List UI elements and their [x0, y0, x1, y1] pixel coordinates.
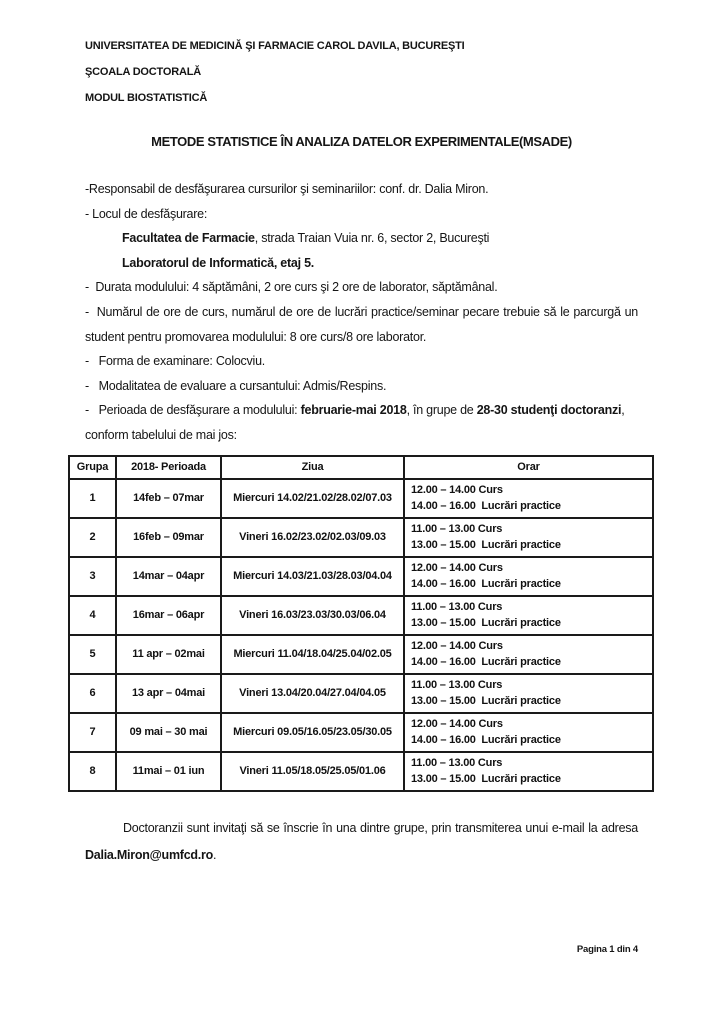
orar-line: 13.00 – 15.00 Lucrări practice — [411, 695, 561, 708]
closing-paragraph — [85, 815, 638, 869]
perioada-end-text: , — [621, 403, 625, 418]
table-row — [69, 557, 653, 596]
cell-orar — [404, 596, 653, 635]
paragraph-modalitatea: - Modalitatea de evaluare a cursantului: Admis/Respins. — [85, 378, 387, 393]
schedule-table — [68, 455, 654, 792]
cell-grupa: 2 — [69, 518, 116, 557]
orar-line: 13.00 – 15.00 Lucrări practice — [411, 539, 561, 552]
orar-line: 11.00 – 13.00 Curs — [411, 522, 503, 535]
cell-perioada: 16feb – 09mar — [116, 518, 221, 557]
cell-orar — [404, 518, 653, 557]
column-header-orar: Orar — [404, 456, 653, 479]
cell-ziua: Vineri 13.04/20.04/27.04/04.05 — [221, 674, 404, 713]
document-content — [76, 33, 642, 869]
document-title: METODE STATISTICE ÎN ANALIZA DATELOR EXPERIMENTALE(MSADE) — [151, 134, 572, 149]
cell-perioada: 14mar – 04apr — [116, 557, 221, 596]
facultate-bold-text: Facultatea de Farmacie — [122, 231, 255, 246]
orar-line: 12.00 – 14.00 Curs — [411, 483, 503, 496]
table-row — [69, 752, 653, 791]
closing-period: . — [213, 847, 217, 862]
paragraph-perioada — [85, 398, 638, 423]
cell-grupa: 8 — [69, 752, 116, 791]
perioada-prefix-text: - Perioada de desfăşurare a modulului: — [85, 403, 301, 418]
cell-orar — [404, 752, 653, 791]
cell-ziua: Vineri 16.03/23.03/30.03/06.04 — [221, 596, 404, 635]
table-row — [69, 674, 653, 713]
cell-grupa: 6 — [69, 674, 116, 713]
cell-perioada: 13 apr – 04mai — [116, 674, 221, 713]
page-number-footer: Pagina 1 din 4 — [576, 944, 638, 955]
table-row — [69, 635, 653, 674]
cell-grupa: 3 — [69, 557, 116, 596]
facultate-rest-text: , strada Traian Vuia nr. 6, sector 2, Bucureşti — [254, 231, 490, 246]
orar-line: 12.00 – 14.00 Curs — [411, 639, 503, 652]
orar-line: 14.00 – 16.00 Lucrări practice — [411, 500, 561, 513]
orar-line: 13.00 – 15.00 Lucrări practice — [411, 773, 561, 786]
schedule-table-body — [69, 479, 653, 791]
table-header-row — [69, 456, 653, 479]
orar-line: 12.00 – 14.00 Curs — [411, 561, 503, 574]
paragraph-locul: - Locul de desfăşurare: — [85, 206, 208, 221]
cell-perioada: 09 mai – 30 mai — [116, 713, 221, 752]
cell-ziua: Miercuri 09.05/16.05/23.05/30.05 — [221, 713, 404, 752]
orar-line: 11.00 – 13.00 Curs — [411, 678, 503, 691]
paragraph-facultate — [85, 226, 638, 251]
email-address: Dalia.Miron@umfcd.ro — [85, 847, 214, 862]
cell-perioada: 11 apr – 02mai — [116, 635, 221, 674]
cell-perioada: 16mar – 06apr — [116, 596, 221, 635]
column-header-perioada: 2018- Perioada — [116, 456, 221, 479]
perioada-groups-bold: 28-30 studenţi doctoranzi — [476, 403, 622, 418]
paragraph-forma: - Forma de examinare: Colocviu. — [85, 354, 266, 369]
table-row — [69, 518, 653, 557]
table-row — [69, 596, 653, 635]
cell-grupa: 7 — [69, 713, 116, 752]
paragraph-durata: - Durata modulului: 4 săptămâni, 2 ore curs şi 2 ore de laborator, săptămânal. — [85, 280, 498, 295]
cell-orar — [404, 674, 653, 713]
cell-grupa: 4 — [69, 596, 116, 635]
orar-line: 14.00 – 16.00 Lucrări practice — [411, 578, 561, 591]
module-name: MODUL BIOSTATISTICĂ — [85, 92, 208, 104]
table-row — [69, 713, 653, 752]
orar-line: 14.00 – 16.00 Lucrări practice — [411, 656, 561, 669]
orar-line: 14.00 – 16.00 Lucrări practice — [411, 734, 561, 747]
university-name: UNIVERSITATEA DE MEDICINĂ ŞI FARMACIE CAROL DAVILA, BUCUREŞTI — [85, 40, 465, 52]
body-text — [85, 177, 642, 448]
orar-line: 11.00 – 13.00 Curs — [411, 600, 503, 613]
cell-ziua: Vineri 16.02/23.02/02.03/09.03 — [221, 518, 404, 557]
cell-grupa: 1 — [69, 479, 116, 518]
cell-perioada: 14feb – 07mar — [116, 479, 221, 518]
orar-line: 13.00 – 15.00 Lucrări practice — [411, 617, 561, 630]
orar-line: 12.00 – 14.00 Curs — [411, 717, 503, 730]
perioada-dates-bold: februarie-mai 2018 — [300, 403, 407, 418]
cell-perioada: 11mai – 01 iun — [116, 752, 221, 791]
orar-line: 11.00 – 13.00 Curs — [411, 756, 503, 769]
cell-ziua: Miercuri 14.03/21.03/28.03/04.04 — [221, 557, 404, 596]
column-header-ziua: Ziua — [221, 456, 404, 479]
column-header-grupa: Grupa — [69, 456, 116, 479]
cell-grupa: 5 — [69, 635, 116, 674]
cell-orar — [404, 479, 653, 518]
paragraph-responsabil: -Responsabil de desfăşurarea cursurilor şi seminariilor: conf. dr. Dalia Miron. — [85, 182, 489, 196]
cell-ziua: Miercuri 14.02/21.02/28.02/07.03 — [221, 479, 404, 518]
closing-text: Doctoranzii sunt invitaţi să se înscrie în una dintre grupe, prin transmiterea unui e-mail la adresa — [123, 820, 638, 835]
school-name: ŞCOALA DOCTORALĂ — [85, 66, 201, 78]
cell-orar — [404, 557, 653, 596]
cell-orar — [404, 635, 653, 674]
table-row — [69, 479, 653, 518]
cell-ziua: Miercuri 11.04/18.04/25.04/02.05 — [221, 635, 404, 674]
cell-orar — [404, 713, 653, 752]
paragraph-laborator: Laboratorul de Informatică, etaj 5. — [122, 255, 314, 270]
cell-ziua: Vineri 11.05/18.05/25.05/01.06 — [221, 752, 404, 791]
paragraph-numarul: - Numărul de ore de curs, numărul de ore de lucrări practice/seminar pecare trebuie să le parcurgă un student pentru promovarea modulului: 8 ore curs/8 ore laborator. — [85, 304, 642, 344]
paragraph-conform: conform tabelului de mai jos: — [85, 427, 237, 442]
perioada-mid-text: , în grupe de — [406, 403, 477, 418]
